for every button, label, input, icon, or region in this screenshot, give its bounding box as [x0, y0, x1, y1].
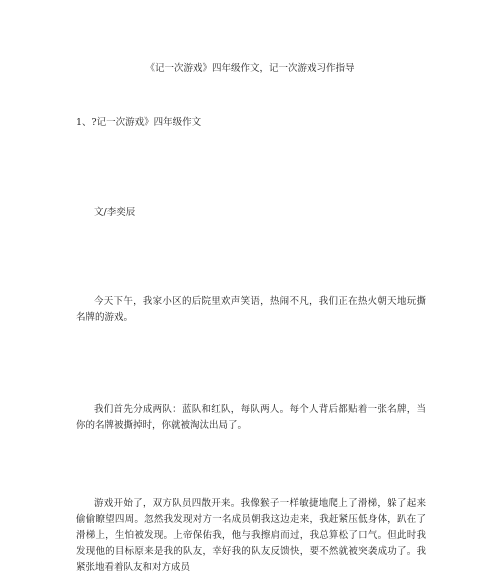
section-heading: 1、?记一次游戏》四年级作文 [76, 117, 202, 128]
paragraph-3: 游戏开始了，双方队员四散开来。我像猴子一样敏捷地爬上了滑梯，躲了起来偷偷瞭望四周。忽然我发现对方一名成员朝我这边走来，我赶紧压低身体，趴在了滑梯上，生怕被发现。上帝保佑我，他与我擦肩而过，我总算松了口气。但此时我发现他的目标原来是我的队友，幸好我的队友反馈快，要不然就被突袭成功了。我紧张地看着队友和对方成员 [76, 498, 426, 573]
author-line: 文/李奕辰 [94, 207, 136, 218]
paragraph-1: 今天下午，我家小区的后院里欢声笑语，热闹不凡，我们正在热火朝天地玩撕名牌的游戏。 [76, 296, 426, 323]
document-title: 《记一次游戏》四年级作文，记一次游戏习作指导 [145, 63, 355, 74]
paragraph-2: 我们首先分成两队：蓝队和红队，每队两人。每个人背后都贴着一张名牌，当你的名牌被撕掉时，你就被淘汰出局了。 [76, 404, 426, 431]
